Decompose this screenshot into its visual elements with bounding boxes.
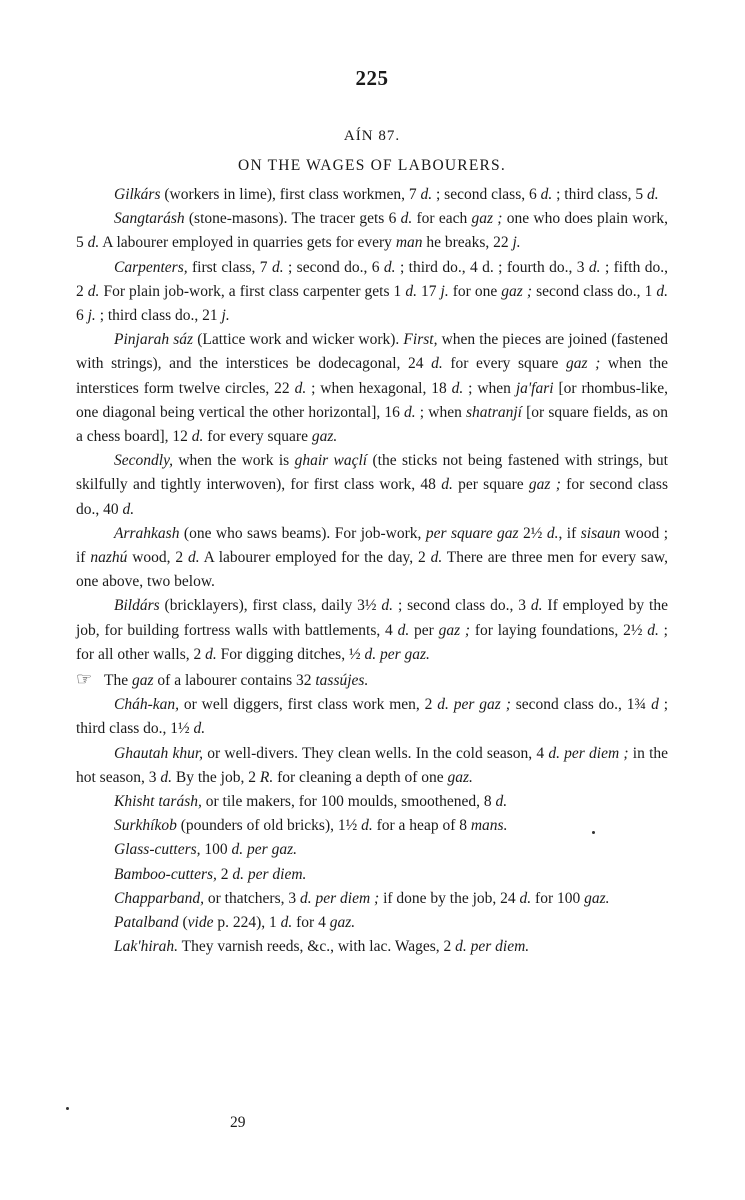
paragraph: Lak'hirah. They varnish reeds, &c., with lac. Wages, 2 d. per diem. (114, 938, 530, 956)
paragraph: Khisht tarásh, or tile makers, for 100 moulds, smoothened, 8 d. (114, 793, 508, 811)
paragraph: Cháh-kan, or well diggers, first class work men, 2 d. per gaz ; second class do., 1¾ d ; third class do., 1½ d. (76, 696, 668, 738)
chapter-number: AÍN 87. (343, 128, 401, 144)
page-number: 225 (355, 66, 389, 90)
paragraph: Secondly, when the work is ghair waçlí (the sticks not being fastened with strings, but skilfully and tightly interwoven), for first class work, 48 d. per square gaz ; for second class do., 40 d. (76, 452, 668, 518)
paragraph: Pinjarah sáz (Lattice work and wicker work). First, when the pieces are joined (fastened with strings), and the interstices be dodecagonal, 24 d. for every square gaz ; when the interstices form twelve circles, 22 d. ; when hexagonal, 18 d. ; when ja'fari [or rhombus-like, one diagonal being vertical the other horizontal], 16 d. ; when shatranjí [or square fields, as on a chess board], 12 d. for every square gaz. (76, 331, 668, 446)
paragraph: ☞ The gaz of a labourer contains 32 tassújes. (76, 667, 668, 693)
paragraph: Arrahkash (one who saws beams). For job-work, per square gaz 2½ d., if sisaun wood ; if nazhú wood, 2 d. A labourer employed for the day, 2 d. There are three men for every saw, one above, two below. (76, 524, 669, 591)
body-text (76, 183, 668, 960)
paragraph: Bamboo-cutters, 2 d. per diem. (114, 865, 307, 883)
print-speck (592, 831, 595, 834)
paragraph: Glass-cutters, 100 d. per gaz. (114, 841, 297, 859)
paragraph: Ghautah khur, or well-divers. They clean wells. In the cold season, 4 d. per diem ; in the hot season, 3 d. By the job, 2 R. for cleaning a depth of one gaz. (76, 744, 669, 786)
paragraph: Patalband (vide p. 224), 1 d. for 4 gaz. (114, 914, 356, 932)
print-speck (66, 1107, 69, 1110)
chapter-title: ON THE WAGES OF LABOURERS. (238, 157, 506, 174)
pointing-hand-icon: ☞ (76, 669, 93, 690)
paragraph: Gilkárs (workers in lime), first class workmen, 7 d. ; second class, 6 d. ; third class, 5 d. (114, 186, 659, 203)
paragraph: Surkhíkob (pounders of old bricks), 1½ d. for a heap of 8 mans. (114, 817, 508, 835)
paragraph: Chapparband, or thatchers, 3 d. per diem ; if done by the job, 24 d. for 100 gaz. (114, 889, 610, 907)
paragraph: Carpenters, first class, 7 d. ; second do., 6 d. ; third do., 4 d. ; fourth do., 3 d. ; fifth do., 2 d. For plain job-work, a first class carpenter gets 1 d. 17 j. for one gaz ; second class do., 1 d. 6 j. ; third class do., 21 j. (76, 258, 669, 325)
paragraph: Sangtarásh (stone-masons). The tracer gets 6 d. for each gaz ; one who does plain work, 5 d. A labourer employed in quarries gets for every man he breaks, 22 j. (76, 210, 668, 252)
signature-mark: 29 (230, 1114, 246, 1131)
paragraph: Bildárs (bricklayers), first class, daily 3½ d. ; second class do., 3 d. If employed by the job, for building fortress walls with battlements, 4 d. per gaz ; for laying foundations, 2½ d. ; for all other walls, 2 d. For digging ditches, ½ d. per gaz. (76, 597, 668, 663)
